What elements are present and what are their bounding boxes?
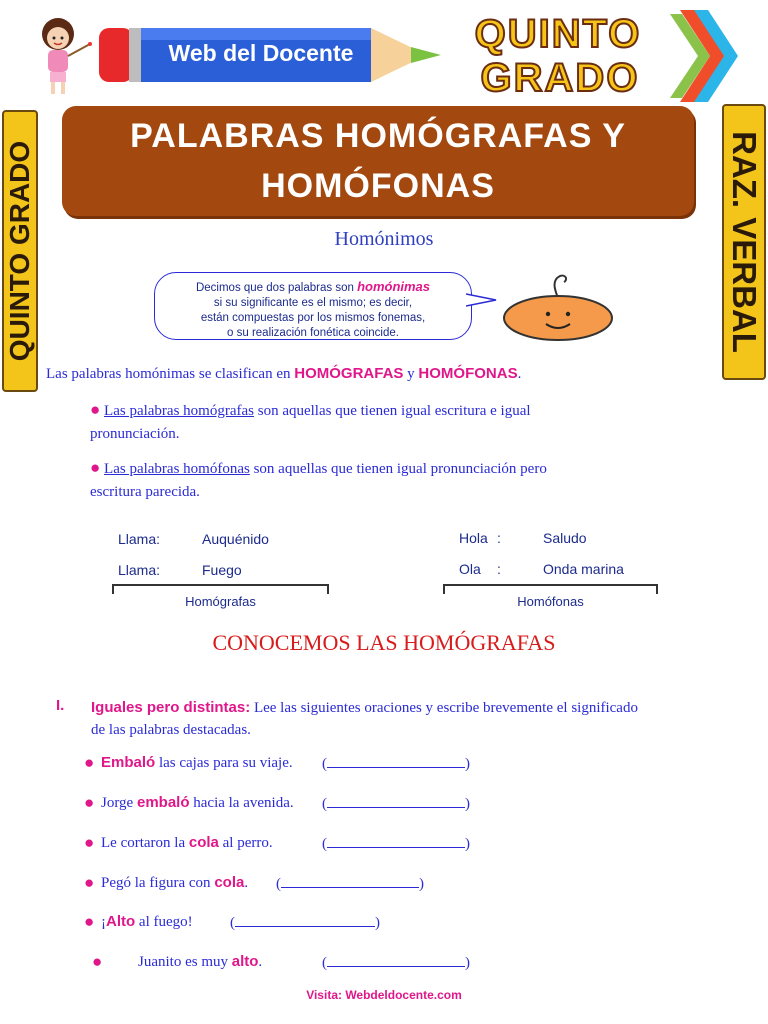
bullet-icon: ●	[84, 753, 95, 772]
close-paren: )	[419, 876, 424, 892]
highlighted-word: alto	[231, 953, 259, 970]
close-paren: )	[465, 836, 470, 852]
divider-tick	[443, 584, 445, 594]
smiling-face-icon	[502, 272, 614, 344]
exercise-roman-numeral: I.	[56, 697, 65, 714]
side-banner-left	[2, 110, 38, 392]
exercise-sentence	[101, 754, 293, 772]
bullet-icon: ●	[90, 458, 101, 477]
intro-text-a: Las palabras homónimas se clasifican en	[46, 366, 295, 382]
homofonas-row-1-meaning: Saludo	[543, 530, 587, 546]
divider-tick	[112, 584, 114, 594]
def-term: Las palabras homófonas	[104, 461, 250, 477]
title-line-2: HOMÓFONAS	[261, 167, 495, 205]
sentence-text-post: hacia la avenida.	[189, 795, 294, 811]
answer-blank[interactable]	[230, 913, 380, 932]
divider	[443, 584, 658, 586]
bullet-icon: ●	[84, 833, 95, 852]
highlighted-word: embaló	[136, 794, 190, 811]
bullet-icon: ●	[92, 952, 103, 971]
answer-line[interactable]	[327, 953, 465, 967]
answer-line[interactable]	[281, 874, 419, 888]
def-text-line-2: escritura parecida.	[90, 484, 200, 500]
exercise-number	[56, 697, 64, 715]
homofonas-row-2-term: Ola	[459, 561, 481, 577]
def-term: Las palabras homógrafas	[104, 403, 254, 419]
open-paren: (	[322, 836, 327, 852]
homofonas-row-2-meaning: Onda marina	[543, 561, 624, 577]
close-paren: )	[465, 756, 470, 772]
exercise-instruction-1: Lee las siguientes oraciones y escribe brevemente el significado	[250, 700, 638, 716]
answer-blank[interactable]	[322, 953, 470, 972]
divider	[112, 584, 329, 586]
open-paren: (	[322, 796, 327, 812]
def-text: son aquellas que tienen igual pronunciación pero	[249, 461, 547, 477]
answer-blank[interactable]	[322, 834, 470, 853]
exercise-sentence	[101, 794, 294, 812]
divider-tick	[656, 584, 658, 594]
intro-paragraph	[46, 362, 521, 386]
exercise-sentence	[101, 834, 273, 852]
answer-line[interactable]	[327, 834, 465, 848]
bubble-line-4: o su realización fonética coincide.	[227, 327, 399, 339]
logo-text: Web del Docente	[168, 40, 354, 66]
highlighted-word: Embaló	[101, 754, 156, 771]
exercise-sentence	[101, 913, 193, 931]
sentence-text-post: al fuego!	[135, 914, 193, 930]
quinto-grado-logo	[440, 8, 740, 104]
sentence-text-pre: Juanito es muy	[138, 954, 232, 970]
answer-blank[interactable]	[322, 754, 470, 773]
exercise-instructions	[91, 697, 731, 741]
homografas-row-2-term: Llama:	[118, 562, 161, 578]
teacher-illustration	[28, 14, 98, 98]
sentence-text-pre: Jorge	[101, 795, 137, 811]
homofonas-row-1-term: Hola	[459, 530, 488, 546]
homografas-row-1-term: Llama:	[118, 531, 161, 547]
highlighted-word: cola	[188, 834, 219, 851]
bubble-line-2: si su significante es el mismo; es decir,	[213, 297, 413, 309]
open-paren: (	[322, 756, 327, 772]
highlighted-word: cola	[214, 874, 245, 891]
intro-text-c: .	[517, 366, 522, 382]
bubble-highlight: homónimas	[357, 279, 431, 294]
side-right-text: RAZ. VERBAL	[726, 131, 763, 353]
divider-tick	[327, 584, 329, 594]
title-line-1: PALABRAS HOMÓGRAFAS Y	[130, 117, 626, 155]
intro-text-b: y	[403, 366, 419, 382]
answer-line[interactable]	[327, 794, 465, 808]
sentence-text-post: las cajas para su viaje.	[155, 755, 293, 771]
def-text: son aquellas que tienen igual escritura e igual	[253, 403, 531, 419]
bullet-icon: ●	[84, 912, 95, 931]
grade-line-1: QUINTO	[474, 12, 642, 56]
answer-blank[interactable]	[322, 794, 470, 813]
sentence-text-post: .	[258, 954, 263, 970]
page-title	[130, 111, 626, 211]
homofonas-row-2-colon: :	[497, 561, 501, 577]
grade-line-2: GRADO	[480, 56, 640, 100]
answer-line[interactable]	[235, 913, 375, 927]
section-title: CONOCEMOS LAS HOMÓGRAFAS	[212, 630, 556, 655]
keyword-homografas: HOMÓGRAFAS	[294, 365, 404, 382]
bullet-icon: ●	[90, 400, 101, 419]
exercise-sentence	[138, 953, 262, 971]
open-paren: (	[230, 915, 235, 931]
sentence-text-post: al perro.	[218, 835, 273, 851]
subtitle: Homónimos	[334, 228, 434, 250]
bullet-icon: ●	[84, 793, 95, 812]
answer-blank[interactable]	[276, 874, 424, 893]
bubble-tail	[466, 292, 498, 308]
sentence-text-pre: Pegó la figura con	[101, 875, 215, 891]
title-banner	[62, 106, 694, 216]
close-paren: )	[465, 796, 470, 812]
highlighted-word: Alto	[106, 913, 136, 930]
sentence-text-pre: Le cortaron la	[101, 835, 189, 851]
homofonas-row-1-colon: :	[497, 530, 501, 546]
bullet-icon: ●	[84, 873, 95, 892]
close-paren: )	[375, 915, 380, 931]
keyword-homofonas: HOMÓFONAS	[418, 365, 518, 382]
bubble-line-3: están compuestas por los mismos fonemas,	[200, 312, 426, 324]
footer-link[interactable]: Visita: Webdeldocente.com	[306, 988, 462, 1002]
close-paren: )	[465, 955, 470, 971]
homografas-row-1-meaning: Auquénido	[202, 531, 269, 547]
open-paren: (	[276, 876, 281, 892]
definition-homografas	[90, 398, 610, 446]
exercise-instruction-2: de las palabras destacadas.	[91, 722, 251, 738]
exercise-sentence	[101, 874, 248, 892]
side-left-text: QUINTO GRADO	[4, 140, 35, 362]
open-paren: (	[322, 955, 327, 971]
sentence-text-post: .	[244, 875, 249, 891]
sentence-text-pre: ¡	[101, 914, 106, 930]
definition-bubble	[154, 272, 472, 340]
exercise-heading: Iguales pero distintas:	[91, 699, 251, 716]
homografas-row-2-meaning: Fuego	[202, 562, 242, 578]
def-text-line-2: pronunciación.	[90, 426, 180, 442]
web-del-docente-logo	[95, 20, 445, 90]
answer-line[interactable]	[327, 754, 465, 768]
homografas-caption: Homógrafas	[185, 594, 256, 609]
homofonas-caption: Homófonas	[517, 594, 584, 609]
bubble-line-1: Decimos que dos palabras son	[195, 282, 358, 294]
definition-homofonas	[90, 456, 630, 504]
